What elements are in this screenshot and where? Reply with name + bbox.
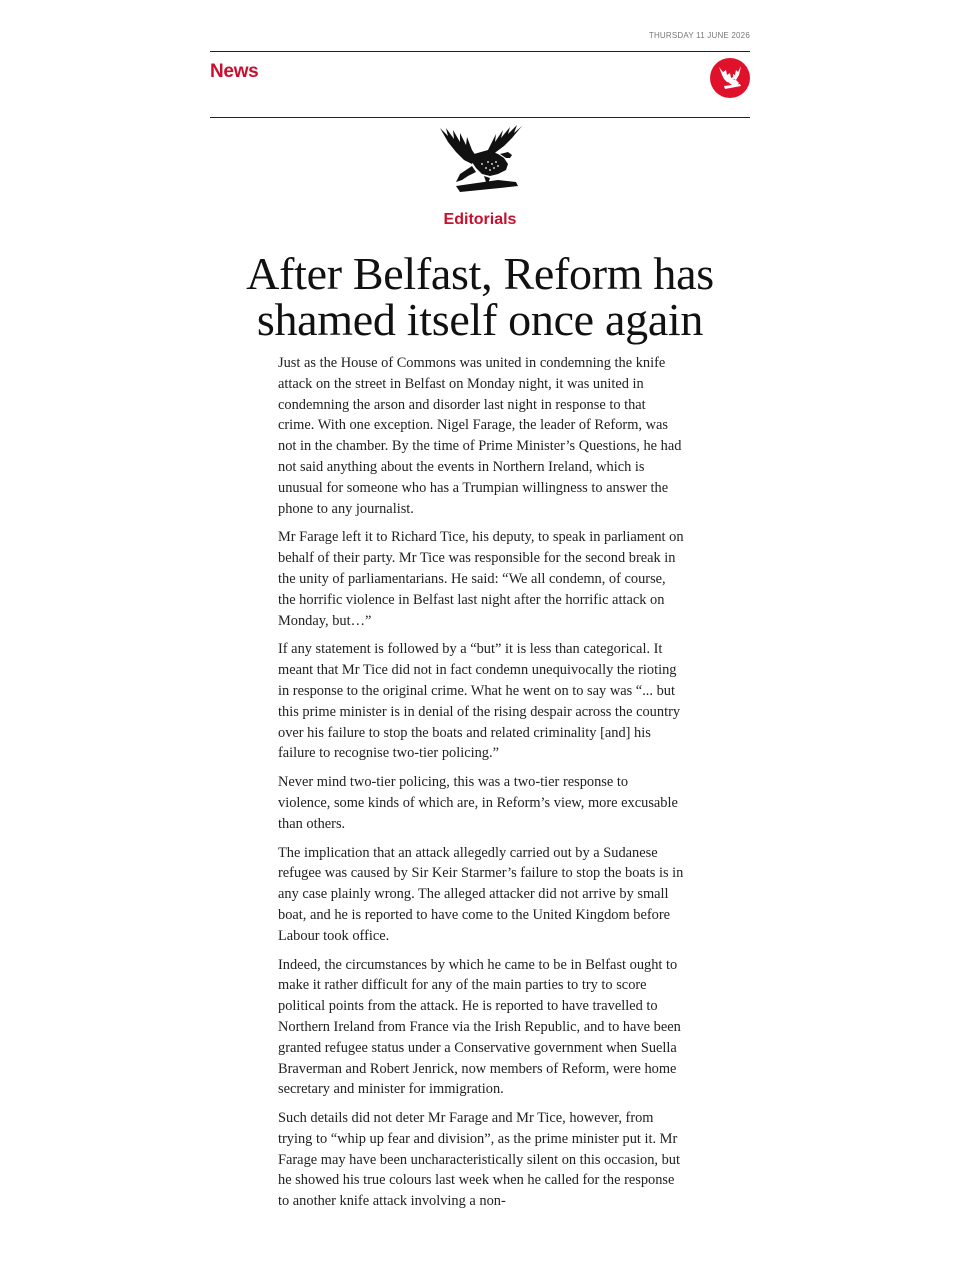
- article-kicker: Editorials: [443, 211, 517, 228]
- body-paragraph: The implication that an attack allegedly carried out by a Sudanese refugee was caused by Sir Keir Starmer’s failure to stop the boats is in any case plainly wrong. The alleged attacker did not arrive by small boat, and he is reported to have come to the United Kingdom before Labour took office.: [278, 844, 684, 944]
- header-bottom-divider: [210, 117, 750, 118]
- section-label[interactable]: News: [210, 61, 259, 82]
- issue-date: THURSDAY 11 JUNE 2026: [648, 31, 750, 40]
- article-headline: After Belfast, Reform has shamed itself once again: [246, 248, 714, 345]
- body-paragraph: Such details did not deter Mr Farage and Mr Tice, however, from trying to “whip up fear and division”, as the prime minister put it. Mr Farage may have been uncharacteristically silent on this occasion, but he showed his true colours last week when he called for the response to another knife attack involving a non-: [278, 1110, 680, 1210]
- article-body: [278, 353, 684, 1220]
- top-divider: [210, 51, 750, 52]
- body-paragraph: Never mind two-tier policing, this was a two-tier response to violence, some kinds of which are, in Reform’s view, more excusable than others.: [278, 774, 678, 832]
- body-paragraph: Just as the House of Commons was united in condemning the knife attack on the street in Belfast on Monday night, it was united in condemning the arson and disorder last night in response to that crime. With one exception. Nigel Farage, the leader of Reform, was not in the chamber. By the time of Prime Minister’s Questions, he had not said anything about the events in Northern Ireland, which is unusual for someone who has a Trumpian willingness to answer the phone to any journalist.: [278, 355, 682, 517]
- badge-eagle-icon: [710, 58, 750, 98]
- eagle-emblem-icon: [438, 124, 522, 204]
- body-paragraph: Indeed, the circumstances by which he came to be in Belfast ought to make it rather difficult for any of the main parties to try to score political points from the attack. He is reported to have travelled to Northern Ireland from France via the Irish Republic, and to have been granted refugee status under a Conservative government when Suella Braverman and Robert Jenrick, now members of Reform, were home secretary and minister for immigration.: [278, 956, 681, 1098]
- body-paragraph: Mr Farage left it to Richard Tice, his deputy, to speak in parliament on behalf of their party. Mr Tice was responsible for the second break in the unity of parliamentarians. He said: “We all condemn, of course, the horrific violence in Belfast last night after the horrific attack on Monday, but…”: [278, 529, 684, 629]
- independent-eagle-icon[interactable]: [710, 58, 750, 98]
- body-paragraph: If any statement is followed by a “but” it is less than categorical. It meant that Mr Tice did not in fact condemn unequivocally the rioting in response to the original crime. What he went on to say was “... but this prime minister is in denial of the rising despair across the country over his failure to stop the boats and related criminality [and] his failure to recognise two-tier policing.”: [278, 641, 681, 762]
